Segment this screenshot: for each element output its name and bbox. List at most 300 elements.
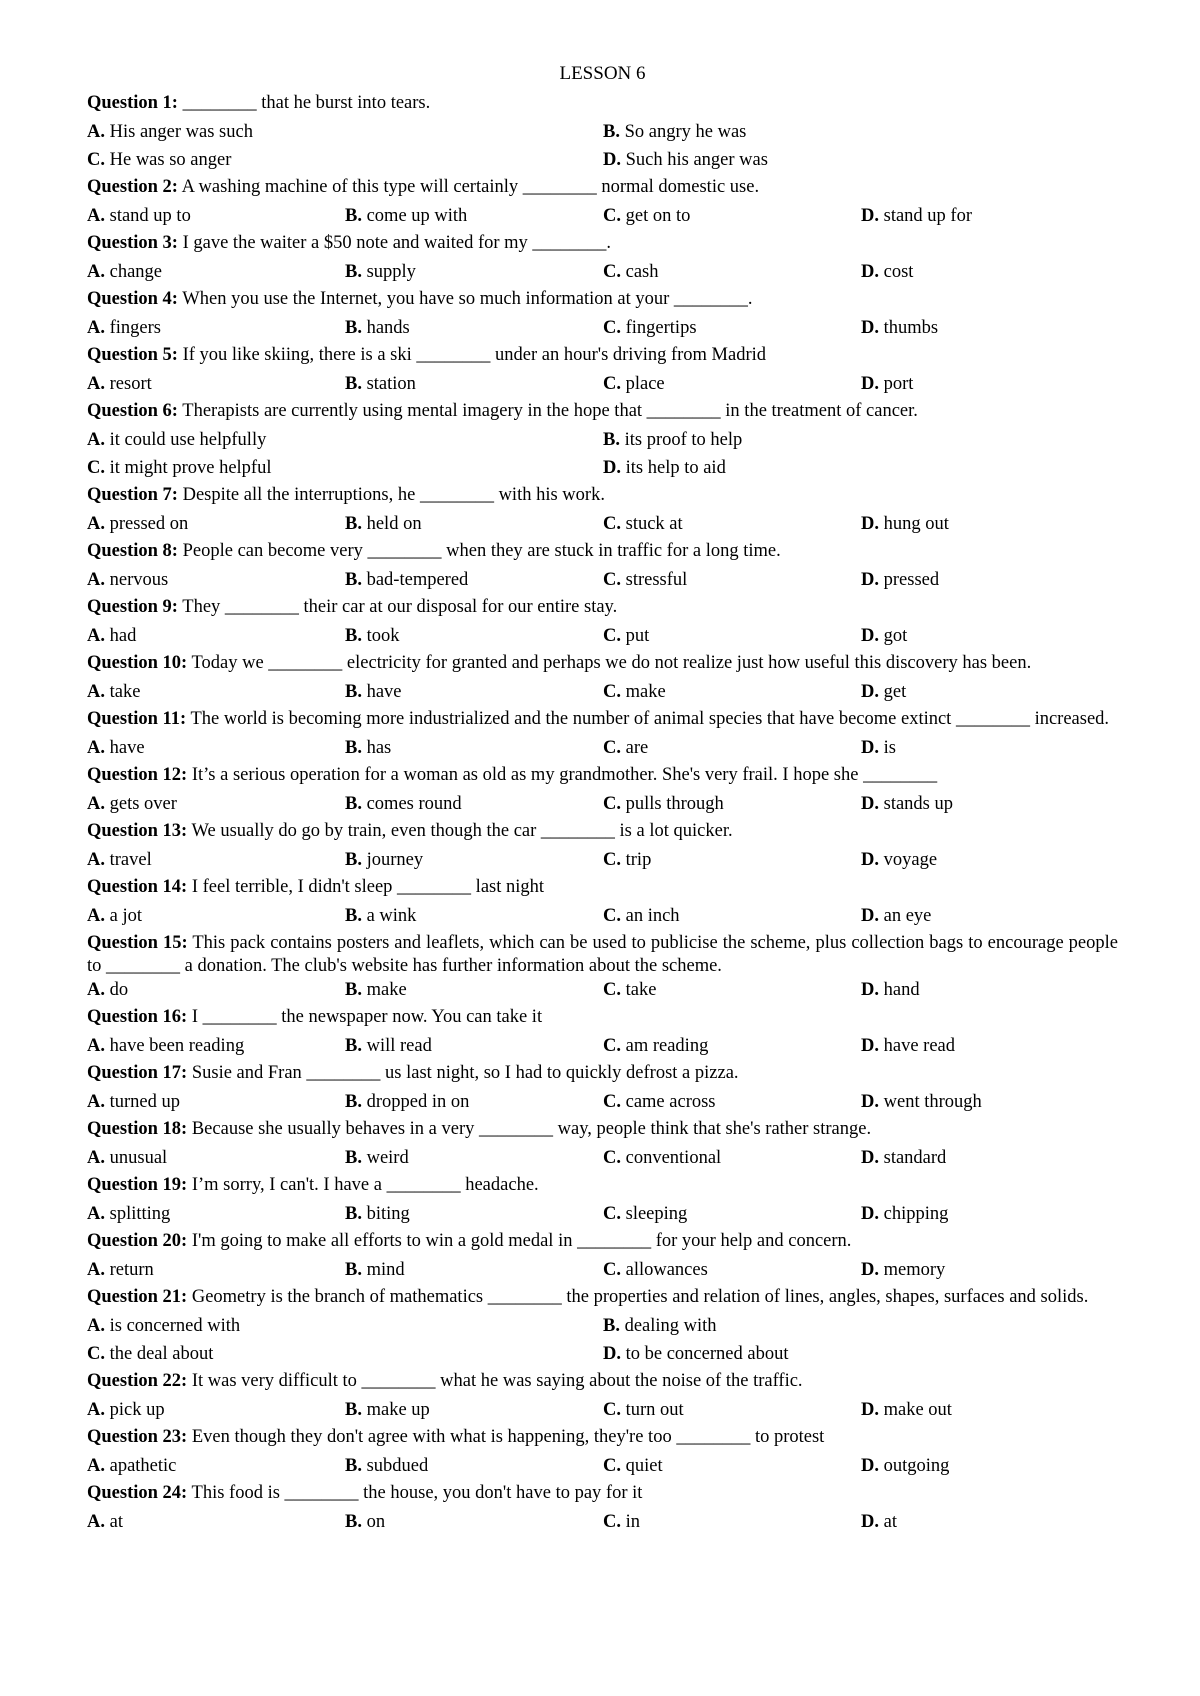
question-stem [87, 1174, 1118, 1202]
options-row [87, 260, 1118, 288]
option-text: apathetic [109, 1456, 177, 1476]
answer-option [861, 736, 1118, 764]
question-text: Despite all the interruptions, he ________ with his work. [182, 485, 605, 505]
answer-option [87, 260, 345, 288]
option-text: have been reading [109, 1036, 245, 1056]
option-text: biting [366, 1204, 410, 1224]
option-letter: D. [603, 1344, 621, 1364]
option-text: bad-tempered [366, 570, 469, 590]
question-text: Because she usually behaves in a very ________ way, people think that she's rather strange. [191, 1119, 872, 1139]
question-stem [87, 932, 1118, 978]
options-row [87, 1398, 1118, 1426]
option-text: put [625, 626, 650, 646]
option-letter: A. [87, 850, 105, 870]
question-label: Question 22: [87, 1371, 188, 1391]
option-text: stuck at [625, 514, 683, 534]
answer-option [87, 1202, 345, 1230]
option-letter: A. [87, 1092, 105, 1112]
option-text: subdued [366, 1456, 429, 1476]
question-block [87, 1118, 1118, 1174]
question-block [87, 764, 1118, 820]
option-letter: D. [861, 1036, 879, 1056]
option-text: pulls through [625, 794, 724, 814]
answer-option [345, 848, 603, 876]
option-text: mind [366, 1260, 405, 1280]
answer-option [603, 260, 861, 288]
option-text: get [883, 682, 907, 702]
option-letter: B. [345, 906, 362, 926]
question-block [87, 1426, 1118, 1482]
question-stem [87, 1230, 1118, 1258]
answer-option [345, 316, 603, 344]
question-label: Question 19: [87, 1175, 188, 1195]
question-stem [87, 1482, 1118, 1510]
option-letter: D. [861, 374, 879, 394]
option-text: make up [366, 1400, 430, 1420]
answer-option [87, 792, 345, 820]
answer-option [603, 624, 861, 652]
option-letter: C. [603, 1204, 621, 1224]
answer-option [87, 1258, 345, 1286]
option-letter: D. [861, 906, 879, 926]
answer-option [861, 978, 1118, 1006]
options-row [87, 1146, 1118, 1174]
answer-option [861, 792, 1118, 820]
question-label: Question 14: [87, 877, 188, 897]
question-block [87, 820, 1118, 876]
question-text: I gave the waiter a $50 note and waited for my ________. [182, 233, 612, 253]
answer-option [861, 904, 1118, 932]
question-text: When you use the Internet, you have so much information at your ________. [182, 289, 753, 309]
option-text: unusual [109, 1148, 168, 1168]
answer-option [603, 148, 1118, 176]
question-stem [87, 876, 1118, 904]
options-row [87, 624, 1118, 652]
option-letter: C. [603, 570, 621, 590]
question-text: Even though they don't agree with what is happening, they're too ________ to protest [191, 1427, 825, 1447]
answer-option [861, 204, 1118, 232]
options-row [87, 848, 1118, 876]
option-letter: D. [861, 850, 879, 870]
options-row [87, 1510, 1118, 1538]
question-stem [87, 1062, 1118, 1090]
option-letter: D. [861, 1204, 879, 1224]
option-text: gets over [109, 794, 177, 814]
option-letter: D. [861, 262, 879, 282]
option-letter: A. [87, 1316, 105, 1336]
option-letter: C. [603, 626, 621, 646]
answer-option [603, 1202, 861, 1230]
option-text: hung out [883, 514, 949, 534]
option-text: make out [883, 1400, 952, 1420]
option-text: cash [625, 262, 659, 282]
option-letter: D. [861, 570, 879, 590]
option-letter: B. [345, 1036, 362, 1056]
question-label: Question 2: [87, 177, 178, 197]
question-text: Today we ________ electricity for granted and perhaps we do not realize just how useful this discovery has been. [191, 653, 1032, 673]
answer-option [345, 1510, 603, 1538]
option-text: return [109, 1260, 154, 1280]
answer-option [87, 428, 603, 456]
answer-option [87, 456, 603, 484]
option-text: had [109, 626, 137, 646]
option-text: have read [883, 1036, 956, 1056]
option-letter: C. [87, 150, 105, 170]
answer-option [861, 1090, 1118, 1118]
option-text: do [109, 980, 129, 1000]
option-text: an inch [625, 906, 680, 926]
question-label: Question 7: [87, 485, 178, 505]
option-text: came across [625, 1092, 716, 1112]
option-letter: C. [603, 262, 621, 282]
option-text: turn out [625, 1400, 684, 1420]
question-block [87, 400, 1118, 484]
question-text: Susie and Fran ________ us last night, so I had to quickly defrost a pizza. [191, 1063, 739, 1083]
options-row [87, 568, 1118, 596]
answer-option [861, 1202, 1118, 1230]
option-text: nervous [109, 570, 169, 590]
question-text: ________ that he burst into tears. [182, 93, 431, 113]
answer-option [603, 1258, 861, 1286]
question-block [87, 484, 1118, 540]
question-text: I'm going to make all efforts to win a gold medal in ________ for your help and concern. [191, 1231, 852, 1251]
answer-option [603, 456, 1118, 484]
option-letter: D. [861, 318, 879, 338]
option-letter: D. [861, 980, 879, 1000]
question-text: I feel terrible, I didn't sleep ________ last night [191, 877, 545, 897]
option-letter: D. [861, 1512, 879, 1532]
option-text: station [366, 374, 416, 394]
answer-option [87, 624, 345, 652]
answer-option [87, 512, 345, 540]
option-letter: B. [345, 1512, 362, 1532]
option-letter: A. [87, 1260, 105, 1280]
answer-option [603, 1146, 861, 1174]
option-letter: A. [87, 122, 105, 142]
question-block [87, 1370, 1118, 1426]
option-letter: A. [87, 570, 105, 590]
answer-option [345, 1034, 603, 1062]
option-text: Such his anger was [625, 150, 768, 170]
question-label: Question 12: [87, 765, 188, 785]
question-block [87, 176, 1118, 232]
answer-option [87, 204, 345, 232]
option-text: to be concerned about [625, 1344, 789, 1364]
answer-option [87, 848, 345, 876]
question-stem [87, 764, 1118, 792]
options-row [87, 1202, 1118, 1230]
option-text: quiet [625, 1456, 663, 1476]
option-letter: A. [87, 980, 105, 1000]
question-text: The world is becoming more industrialized and the number of animal species that have become extinct ________ increased. [190, 709, 1110, 729]
option-text: hands [366, 318, 410, 338]
option-letter: C. [603, 206, 621, 226]
option-letter: D. [603, 150, 621, 170]
answer-option [345, 978, 603, 1006]
option-letter: B. [603, 430, 620, 450]
options-row [87, 792, 1118, 820]
question-label: Question 6: [87, 401, 178, 421]
option-text: trip [625, 850, 652, 870]
options-row [87, 456, 1118, 484]
question-label: Question 21: [87, 1287, 188, 1307]
answer-option [345, 1258, 603, 1286]
answer-option [603, 316, 861, 344]
options-row [87, 148, 1118, 176]
option-text: will read [366, 1036, 432, 1056]
option-letter: B. [345, 514, 362, 534]
option-text: fingers [109, 318, 161, 338]
answer-option [603, 204, 861, 232]
option-text: at [109, 1512, 123, 1532]
option-letter: A. [87, 206, 105, 226]
option-letter: C. [603, 906, 621, 926]
question-block [87, 1230, 1118, 1286]
lesson-title: LESSON 6 [559, 63, 646, 84]
options-row [87, 1090, 1118, 1118]
option-text: He was so anger [109, 150, 232, 170]
option-letter: C. [603, 1036, 621, 1056]
answer-option [345, 512, 603, 540]
option-letter: B. [345, 1204, 362, 1224]
answer-option [603, 736, 861, 764]
option-letter: A. [87, 262, 105, 282]
question-stem [87, 176, 1118, 204]
option-text: His anger was such [109, 122, 253, 142]
answer-option [603, 1034, 861, 1062]
option-text: resort [109, 374, 152, 394]
question-text: We usually do go by train, even though the car ________ is a lot quicker. [191, 821, 733, 841]
options-row [87, 904, 1118, 932]
option-letter: C. [603, 318, 621, 338]
question-block [87, 708, 1118, 764]
question-block [87, 92, 1118, 176]
answer-option [87, 736, 345, 764]
option-letter: C. [87, 1344, 105, 1364]
option-text: conventional [625, 1148, 722, 1168]
question-block [87, 932, 1118, 1006]
question-stem [87, 1426, 1118, 1454]
question-block [87, 596, 1118, 652]
option-letter: B. [345, 206, 362, 226]
answer-option [861, 1454, 1118, 1482]
question-label: Question 20: [87, 1231, 188, 1251]
question-block [87, 1286, 1118, 1370]
options-row [87, 204, 1118, 232]
option-letter: A. [87, 1400, 105, 1420]
option-letter: B. [345, 980, 362, 1000]
option-letter: C. [603, 1260, 621, 1280]
option-text: outgoing [883, 1456, 950, 1476]
option-letter: D. [861, 206, 879, 226]
option-letter: A. [87, 430, 105, 450]
question-block [87, 652, 1118, 708]
option-text: supply [366, 262, 416, 282]
answer-option [603, 372, 861, 400]
option-text: thumbs [883, 318, 939, 338]
option-letter: C. [603, 1092, 621, 1112]
option-text: get on to [625, 206, 691, 226]
options-row [87, 978, 1118, 1006]
question-stem [87, 92, 1118, 120]
option-text: comes round [366, 794, 462, 814]
question-block [87, 1174, 1118, 1230]
option-text: memory [883, 1260, 946, 1280]
option-letter: C. [603, 738, 621, 758]
answer-option [861, 1146, 1118, 1174]
option-text: its proof to help [624, 430, 743, 450]
option-text: port [883, 374, 914, 394]
question-stem [87, 232, 1118, 260]
option-letter: B. [345, 794, 362, 814]
option-text: pressed on [109, 514, 189, 534]
option-letter: A. [87, 682, 105, 702]
option-letter: D. [861, 514, 879, 534]
option-text: am reading [625, 1036, 709, 1056]
answer-option [603, 904, 861, 932]
question-block [87, 1062, 1118, 1118]
option-letter: C. [603, 374, 621, 394]
question-text: This food is ________ the house, you don't have to pay for it [191, 1483, 643, 1503]
options-row [87, 120, 1118, 148]
answer-option [861, 680, 1118, 708]
option-text: hand [883, 980, 920, 1000]
question-stem [87, 1370, 1118, 1398]
question-text: It’s a serious operation for a woman as old as my grandmother. She's very frail. I hope she ________ [191, 765, 938, 785]
question-label: Question 5: [87, 345, 178, 365]
question-stem [87, 596, 1118, 624]
question-block [87, 288, 1118, 344]
option-text: standard [883, 1148, 947, 1168]
options-row [87, 1034, 1118, 1062]
option-text: has [366, 738, 392, 758]
answer-option [87, 904, 345, 932]
question-label: Question 13: [87, 821, 188, 841]
answer-option [861, 1034, 1118, 1062]
option-letter: A. [87, 794, 105, 814]
option-letter: B. [345, 1400, 362, 1420]
question-text: I ________ the newspaper now. You can take it [191, 1007, 543, 1027]
option-text: pick up [109, 1400, 165, 1420]
option-text: stand up to [109, 206, 191, 226]
option-letter: B. [345, 1092, 362, 1112]
option-text: held on [366, 514, 422, 534]
question-block [87, 344, 1118, 400]
answer-option [603, 1090, 861, 1118]
option-letter: A. [87, 374, 105, 394]
answer-option [345, 1202, 603, 1230]
question-stem [87, 1118, 1118, 1146]
option-text: is [883, 738, 896, 758]
options-row [87, 680, 1118, 708]
option-letter: A. [87, 318, 105, 338]
question-stem [87, 540, 1118, 568]
option-letter: C. [603, 980, 621, 1000]
option-letter: C. [603, 1456, 621, 1476]
option-text: chipping [883, 1204, 949, 1224]
question-stem [87, 344, 1118, 372]
option-text: stands up [883, 794, 953, 814]
answer-option [603, 512, 861, 540]
question-stem [87, 820, 1118, 848]
answer-option [861, 372, 1118, 400]
option-letter: A. [87, 626, 105, 646]
question-label: Question 8: [87, 541, 178, 561]
answer-option [603, 428, 1118, 456]
option-letter: C. [603, 1148, 621, 1168]
question-text: They ________ their car at our disposal for our entire stay. [182, 597, 618, 617]
question-block [87, 1482, 1118, 1538]
option-letter: A. [87, 1456, 105, 1476]
question-label: Question 11: [87, 709, 187, 729]
question-label: Question 18: [87, 1119, 188, 1139]
question-block [87, 540, 1118, 596]
answer-option [87, 372, 345, 400]
answer-option [603, 978, 861, 1006]
answer-option [861, 512, 1118, 540]
question-label: Question 16: [87, 1007, 188, 1027]
option-text: in [625, 1512, 641, 1532]
answer-option [861, 568, 1118, 596]
option-text: change [109, 262, 163, 282]
option-text: a wink [366, 906, 417, 926]
option-text: cost [883, 262, 914, 282]
options-row [87, 512, 1118, 540]
option-letter: B. [345, 374, 362, 394]
question-text: Geometry is the branch of mathematics ________ the properties and relation of lines, angles, shapes, surfaces and solids. [191, 1287, 1089, 1307]
question-label: Question 3: [87, 233, 178, 253]
answer-option [87, 120, 603, 148]
option-text: it could use helpfully [109, 430, 267, 450]
question-text: It was very difficult to ________ what he was saying about the noise of the traffic. [191, 1371, 803, 1391]
option-text: went through [883, 1092, 982, 1112]
answer-option [345, 680, 603, 708]
answer-option [345, 260, 603, 288]
option-letter: D. [861, 682, 879, 702]
answer-option [861, 1398, 1118, 1426]
option-letter: C. [87, 458, 105, 478]
question-label: Question 23: [87, 1427, 188, 1447]
option-letter: A. [87, 1512, 105, 1532]
option-letter: B. [345, 1456, 362, 1476]
option-text: dropped in on [366, 1092, 470, 1112]
option-text: on [366, 1512, 386, 1532]
option-text: at [883, 1512, 897, 1532]
option-letter: B. [603, 1316, 620, 1336]
question-label: Question 9: [87, 597, 178, 617]
option-letter: D. [861, 1260, 879, 1280]
option-letter: B. [345, 682, 362, 702]
option-text: an eye [883, 906, 932, 926]
answer-option [87, 1034, 345, 1062]
option-letter: A. [87, 906, 105, 926]
option-text: weird [366, 1148, 409, 1168]
answer-option [87, 1342, 603, 1370]
answer-option [603, 792, 861, 820]
option-text: voyage [883, 850, 938, 870]
option-text: got [883, 626, 908, 646]
option-text: turned up [109, 1092, 181, 1112]
answer-option [603, 568, 861, 596]
answer-option [345, 1454, 603, 1482]
answer-option [603, 120, 1118, 148]
question-text: I’m sorry, I can't. I have a ________ headache. [191, 1175, 539, 1195]
option-text: make [625, 682, 666, 702]
question-text: A washing machine of this type will certainly ________ normal domestic use. [181, 177, 760, 197]
option-letter: C. [603, 682, 621, 702]
answer-option [345, 1146, 603, 1174]
answer-option [87, 1454, 345, 1482]
